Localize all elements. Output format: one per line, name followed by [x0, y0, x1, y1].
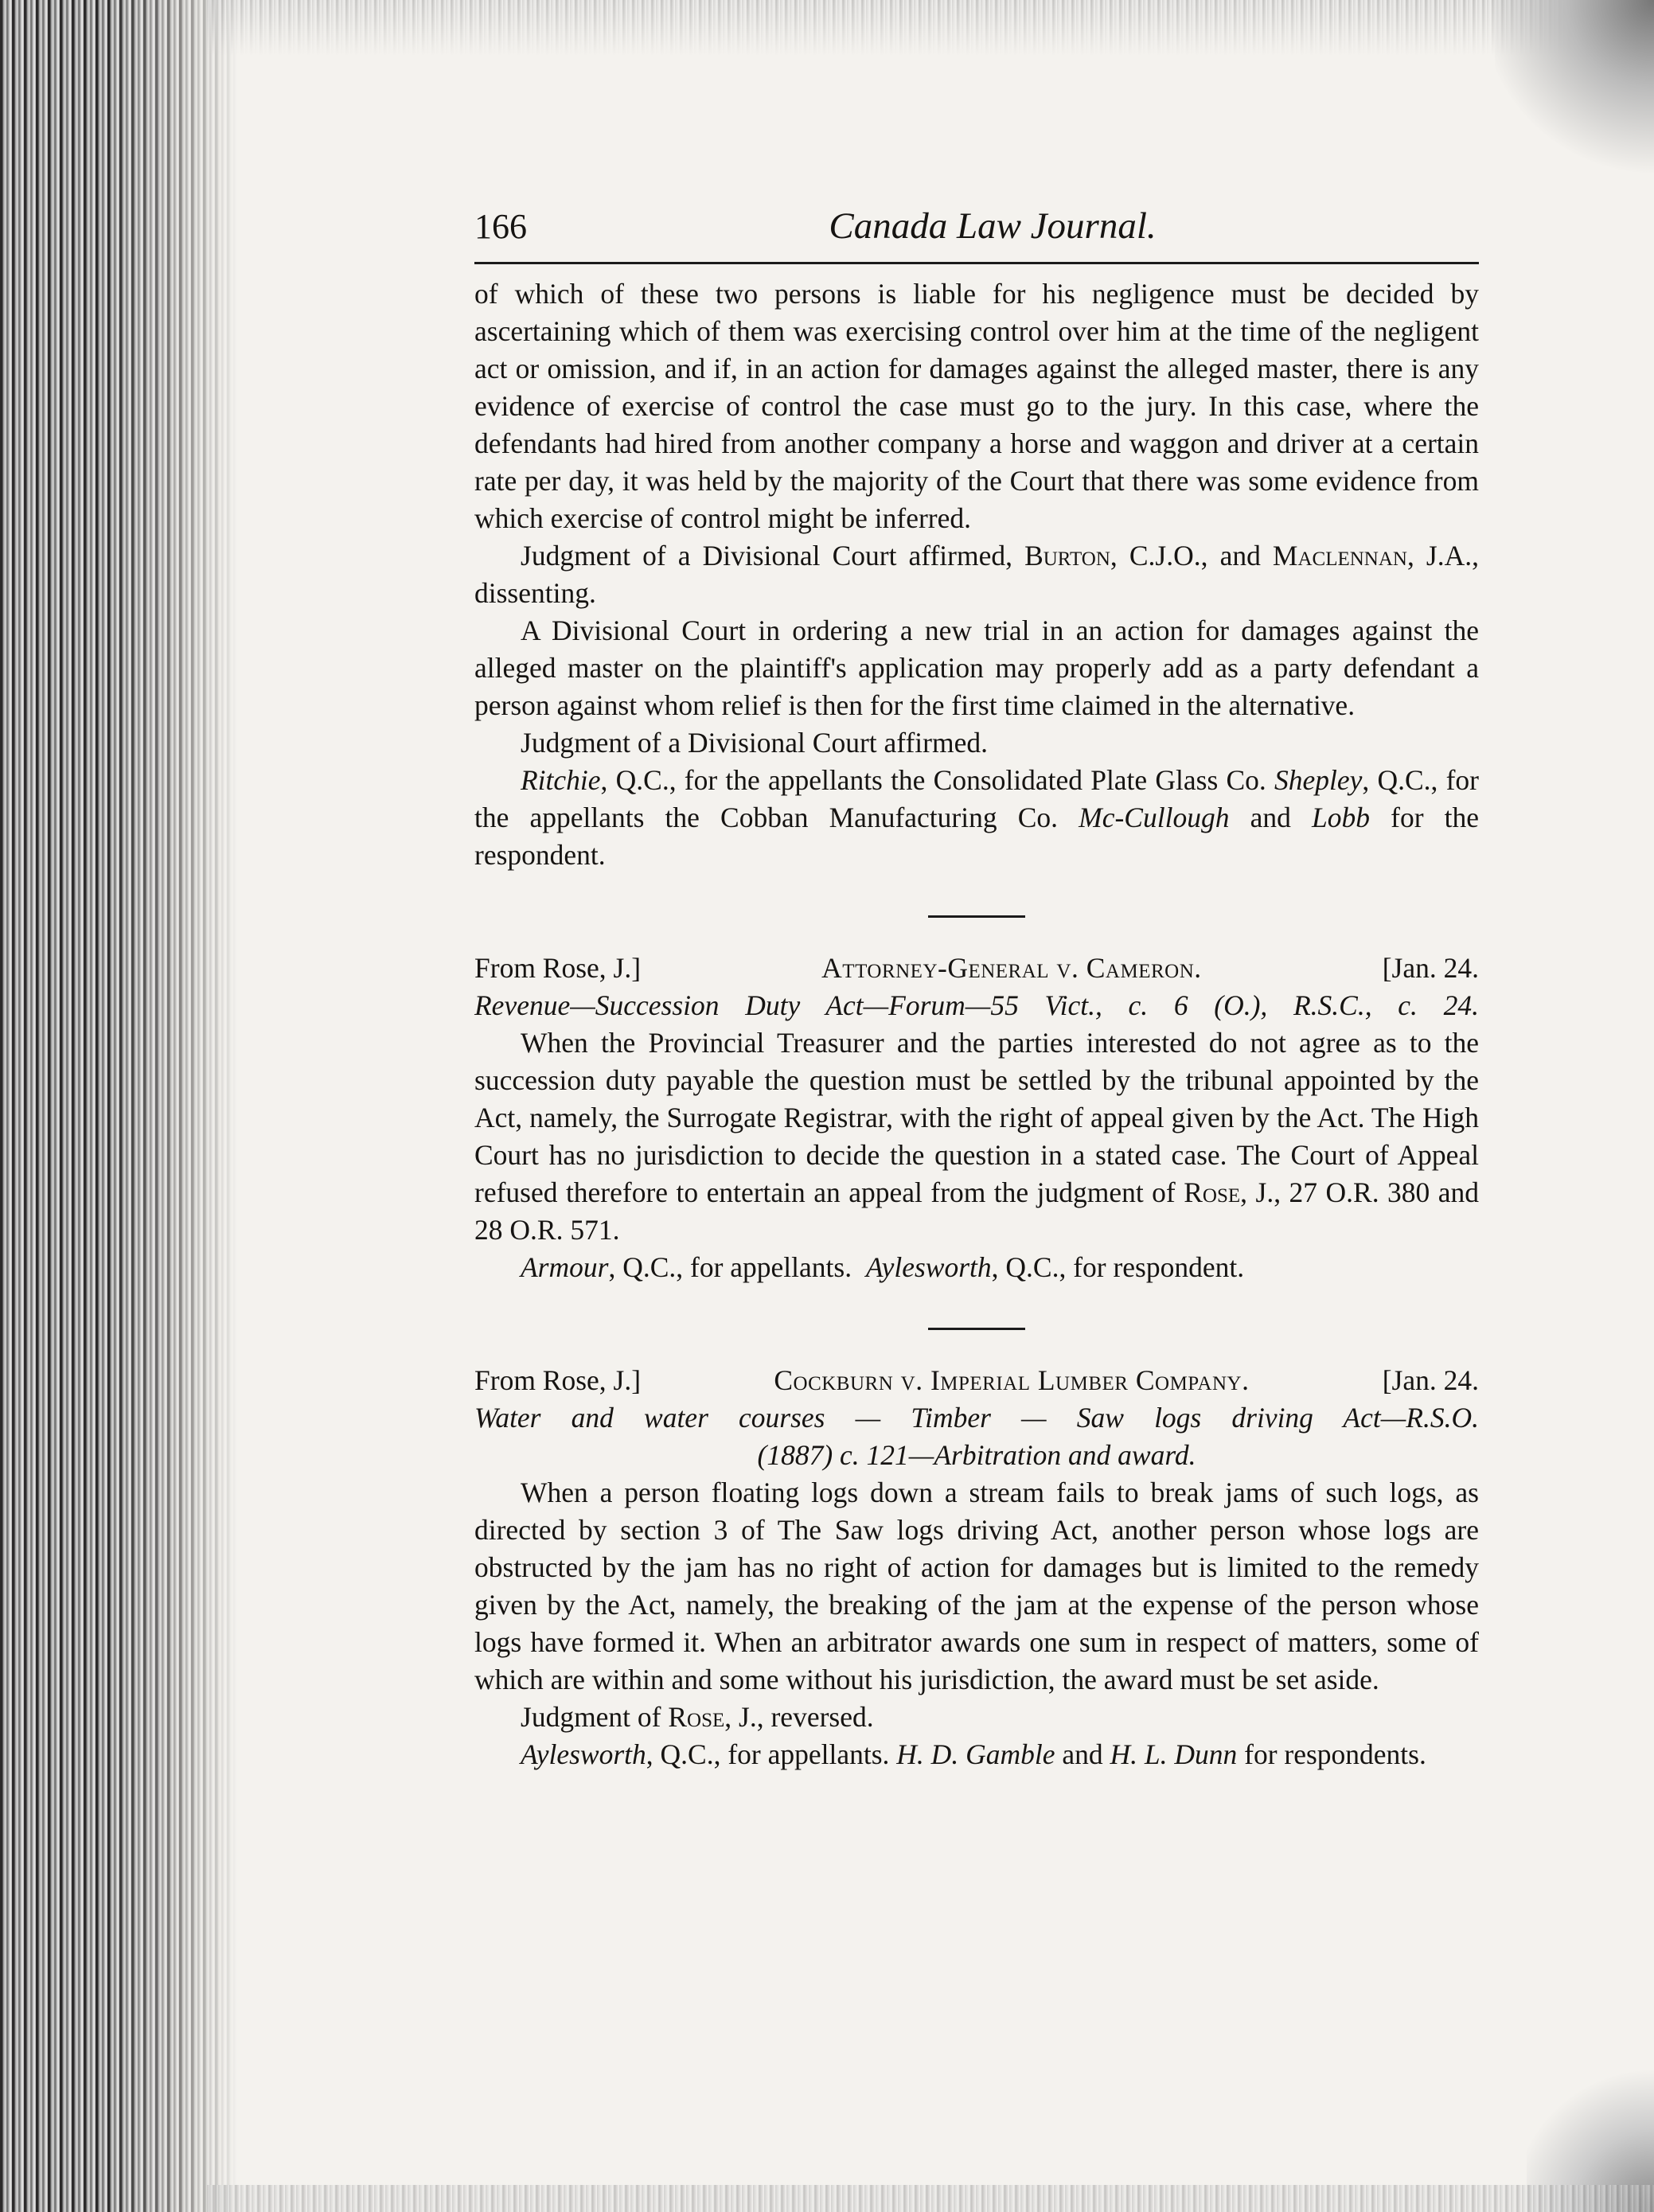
paragraph-judgment-2: Judgment of a Divisional Court affirmed.	[521, 727, 988, 759]
case-court-from: From Rose, J.]	[474, 1364, 642, 1396]
judgment-text: Judgment of	[521, 1701, 661, 1733]
case-date: [Jan. 24.	[1382, 1364, 1479, 1396]
counsel-lobb-role: for the respondent.	[474, 802, 1480, 871]
judgment-outcome: , J., reversed.	[724, 1701, 874, 1733]
counsel-armour-role: , Q.C., for appellants.	[608, 1251, 852, 1283]
case-heading-cameron	[474, 950, 1479, 987]
counsel-aylesworth: Aylesworth	[865, 1251, 992, 1283]
counsel-dunn-role: for respondents.	[1237, 1738, 1426, 1770]
journal-page	[474, 203, 1479, 1773]
judge-maclennan-title: , J.A., dissenting.	[474, 540, 1479, 609]
scan-top-edge	[207, 0, 1654, 56]
counsel-aylesworth-role: , Q.C., for respondent.	[991, 1251, 1245, 1283]
case-body	[474, 1024, 1479, 1249]
case-counsel	[474, 1249, 1479, 1286]
page-content	[474, 264, 1479, 1773]
journal-title: Canada Law Journal.	[829, 205, 1157, 247]
counsel-ritchie-role: , Q.C., for the appellants the Consolidated Plate Glass Co.	[600, 764, 1266, 796]
scan-binding-shadow	[0, 0, 239, 2212]
counsel-dunn: H. L. Dunn	[1110, 1738, 1238, 1770]
judgment-text: Judgment of a Divisional Court affirmed,	[521, 540, 1012, 572]
judge-burton-title: , C.J.O., and	[1110, 540, 1261, 572]
case-body-citation: , J., 27 O.R. 380 and 28 O.R. 571.	[474, 1176, 1480, 1246]
counsel-armour: Armour	[521, 1251, 609, 1283]
paragraph-judgment-affirmed	[474, 537, 1479, 612]
counsel-lobb: Lobb	[1312, 802, 1370, 833]
section-divider	[928, 915, 1025, 918]
running-head	[474, 203, 1479, 264]
case-subject-line-2: (1887) c. 121—Arbitration and award.	[757, 1439, 1196, 1471]
counsel-mccullough: Mc-Cullough	[1079, 802, 1230, 833]
counsel-aylesworth-role: , Q.C., for appellants.	[646, 1738, 890, 1770]
case-body: When a person floating logs down a stream fails to break jams of such logs, as directed by section 3 of The Saw logs driving Act, another person whose logs are obstructed by the jam has no right of action for damages but is limited to the remedy given by the Act, namely, the breaking of the jam at the expense of the person whose logs have formed it. When an arbitrator awards one sum in respect of matters, some of which are within and some without his jurisdiction, the award must be set aside.	[474, 1477, 1479, 1695]
counsel-shepley-role: , Q.C., for the appellants the Cobban Manufacturing Co.	[474, 764, 1480, 833]
scan-bottom-edge	[207, 2185, 1654, 2212]
counsel-gamble: H. D. Gamble	[896, 1738, 1055, 1770]
case-date: [Jan. 24.	[1382, 952, 1479, 984]
case-subject-line-1: Water and water courses — Timber — Saw logs driving Act—R.S.O.	[474, 1402, 1479, 1434]
case-court-from: From Rose, J.]	[474, 952, 642, 984]
judge-rose: Rose	[668, 1701, 725, 1733]
judge-rose: Rose	[1184, 1176, 1241, 1208]
section-divider	[928, 1328, 1025, 1330]
page-number: 166	[474, 207, 527, 246]
judge-maclennan: Maclennan	[1272, 540, 1407, 572]
case-judgment	[474, 1699, 1479, 1736]
paragraph-counsel-1	[474, 762, 1479, 874]
case-subject: Revenue—Succession Duty Act—Forum—55 Vict., c. 6 (O.), R.S.C., c. 24.	[474, 989, 1479, 1021]
counsel-and: and	[1229, 802, 1312, 833]
case-body-text: When the Provincial Treasurer and the parties interested do not agree as to the succession duty payable the question must be settled by the tribunal appointed by the Act, namely, the Surrogate Registrar, with the right of appeal given by the Act. The High Court has no jurisdiction to decide the question in a stated case. The Court of Appeal refused therefore to entertain an appeal from the judgment of	[474, 1027, 1479, 1208]
case-title: Attorney-General v. Cameron.	[821, 952, 1202, 984]
case-heading-cockburn	[474, 1362, 1479, 1399]
paragraph-negligence: of which of these two persons is liable for his negligence must be decided by ascertaining which of them was exercising control over him at the time of the negligent act or omission, and if, in an action for damages against the alleged master, there is any evidence of exercise of control the case must go to the jury. In this case, where the defendants had hired from another company a horse and waggon and driver at a certain rate per day, it was held by the majority of the Court that there was some evidence from which exercise of control might be inferred.	[474, 278, 1479, 534]
counsel-aylesworth: Aylesworth	[521, 1738, 646, 1770]
counsel-shepley: Shepley	[1274, 764, 1363, 796]
case-title: Cockburn v. Imperial Lumber Company.	[774, 1364, 1250, 1396]
counsel-ritchie: Ritchie	[521, 764, 601, 796]
counsel-and: and	[1055, 1738, 1110, 1770]
case-counsel	[474, 1736, 1479, 1773]
judge-burton: Burton	[1024, 540, 1110, 572]
scan-corner-top-right	[1495, 0, 1654, 191]
paragraph-divisional-court: A Divisional Court in ordering a new trial in an action for damages against the alleged master on the plaintiff's application may properly add as a party defendant a person against whom relief is then for the first time claimed in the alternative.	[474, 614, 1479, 721]
